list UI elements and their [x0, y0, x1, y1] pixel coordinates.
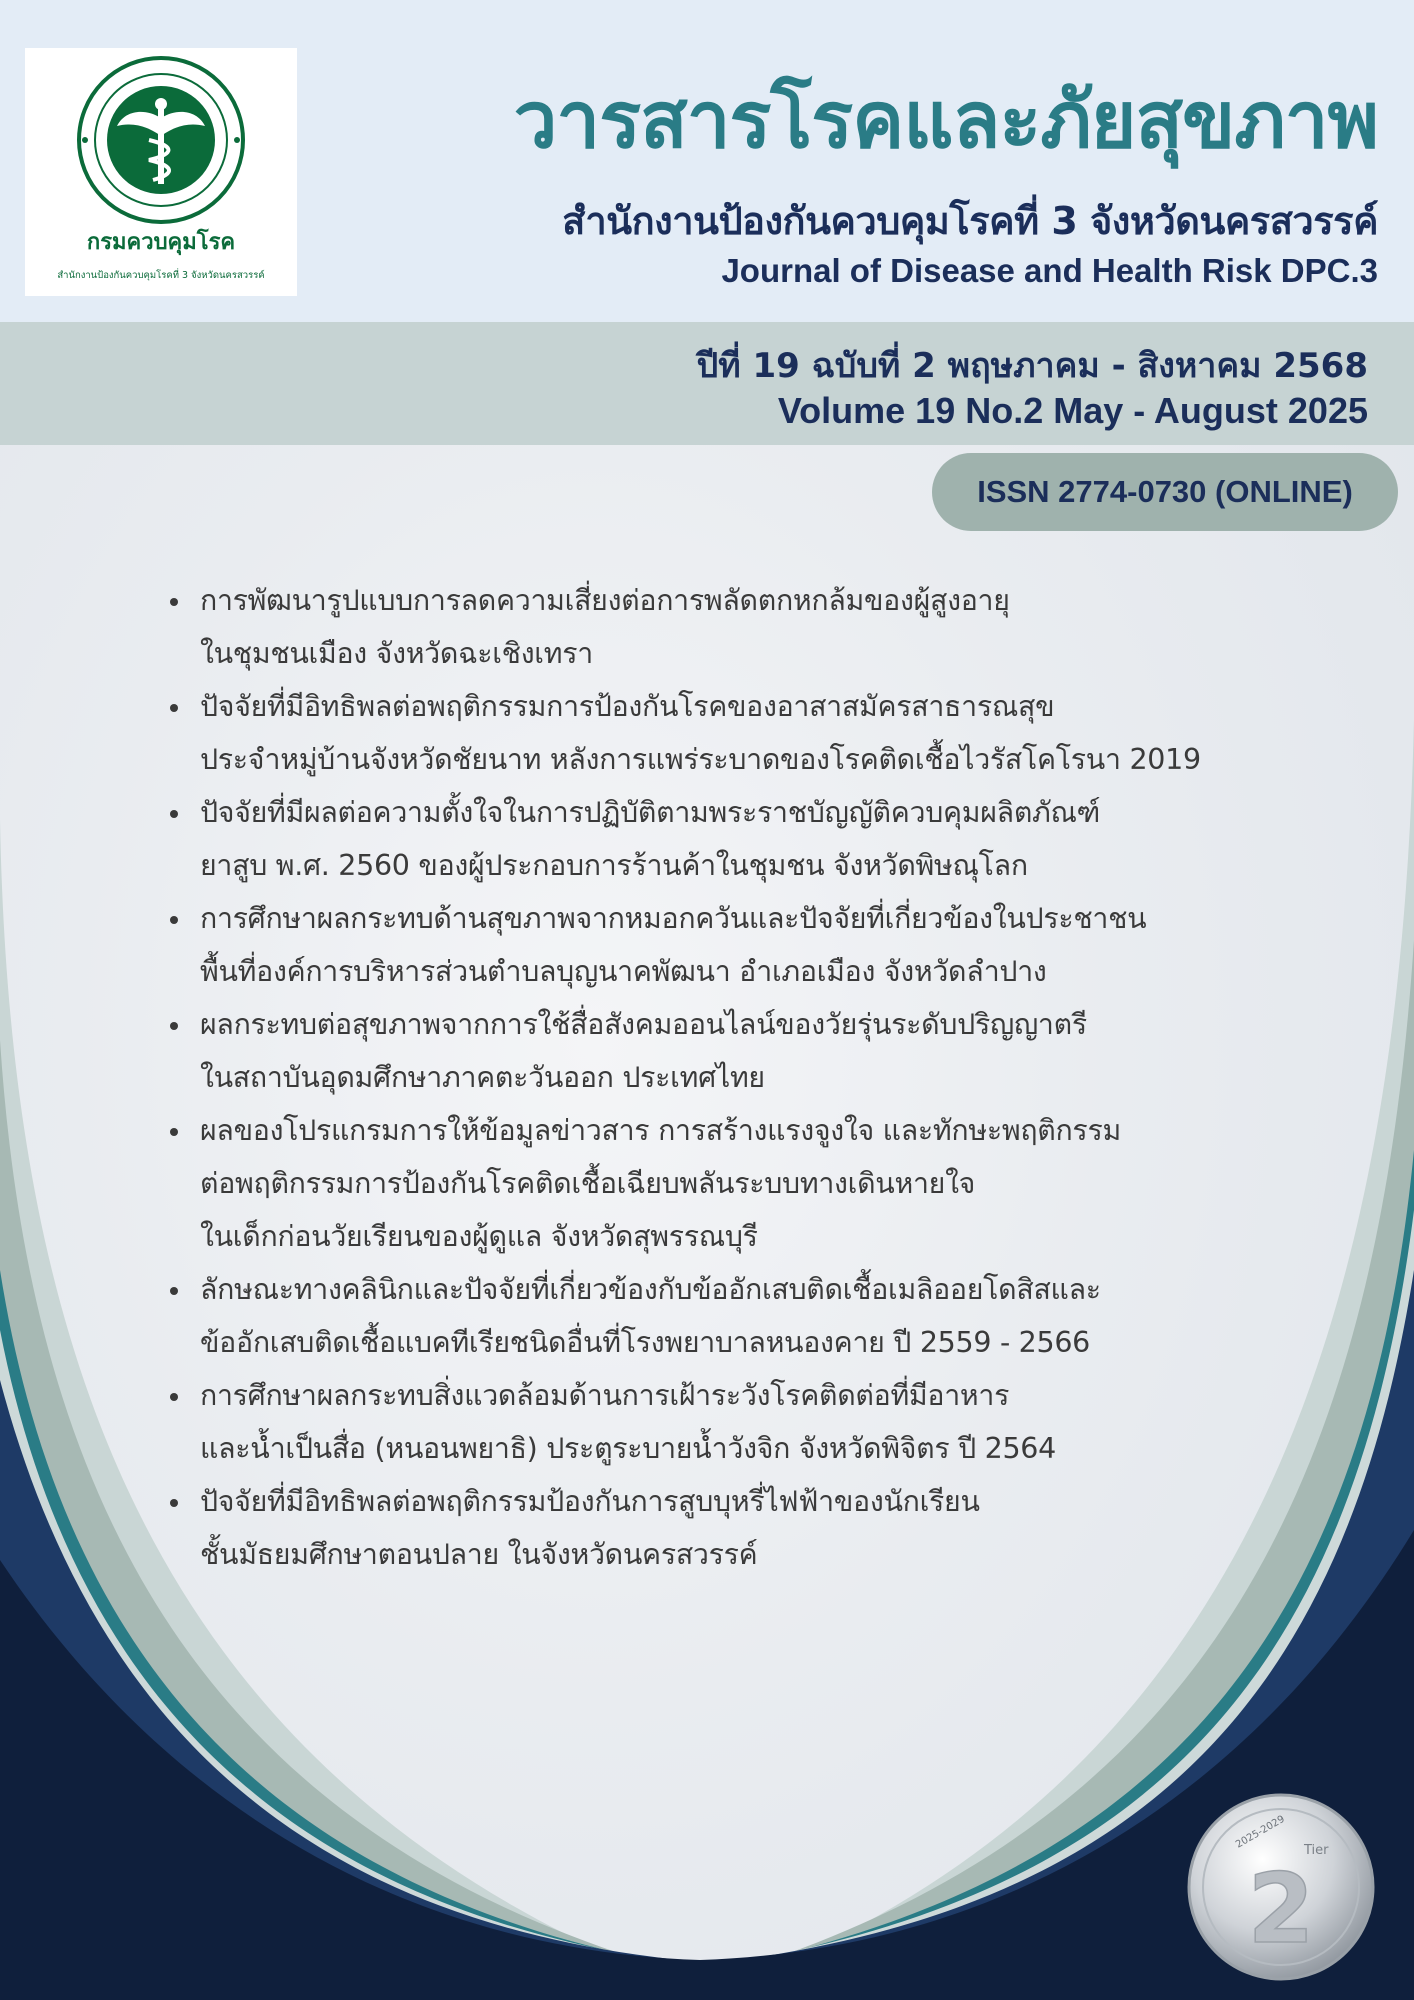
article-title-line: ในสถาบันอุดมศึกษาภาคตะวันออก ประเทศไทย: [200, 1061, 765, 1094]
article-item: [200, 1475, 1350, 1581]
article-title-line: ปัจจัยที่มีผลต่อความตั้งใจในการปฏิบัติตามพระราชบัญญัติควบคุมผลิตภัณฑ์: [200, 796, 1101, 829]
issn-badge: ISSN 2774-0730 (ONLINE): [932, 453, 1398, 531]
badge-tier-label: Tier: [1304, 1843, 1329, 1858]
article-title-line: ผลกระทบต่อสุขภาพจากการใช้สื่อสังคมออนไลน์ของวัยรุ่นระดับปริญญาตรี: [200, 1008, 1087, 1041]
article-title-line: พื้นที่องค์การบริหารส่วนตำบลบุญนาคพัฒนา อำเภอเมือง จังหวัดลำปาง: [200, 955, 1047, 988]
article-title-line: ในเด็กก่อนวัยเรียนของผู้ดูแล จังหวัดสุพรรณบุรี: [200, 1220, 758, 1253]
article-title-line: การศึกษาผลกระทบสิ่งแวดล้อมด้านการเฝ้าระวังโรคติดต่อที่มีอาหาร: [200, 1379, 1010, 1412]
article-title-line: และน้ำเป็นสื่อ (หนอนพยาธิ) ประตูระบายน้ำวังจิก จังหวัดพิจิตร ปี 2564: [200, 1432, 1056, 1465]
journal-title-english: Journal of Disease and Health Risk DPC.3: [721, 252, 1378, 289]
article-title-line: ในชุมชนเมือง จังหวัดฉะเชิงเทรา: [200, 637, 593, 670]
article-item: [200, 1263, 1350, 1369]
article-item: [200, 680, 1350, 786]
badge-years: 2025-2029: [1234, 1813, 1287, 1851]
badge-tier-number: 2: [1247, 1853, 1315, 1965]
article-item: [200, 1104, 1350, 1263]
article-item: [200, 1369, 1350, 1475]
office-name: สำนักงานป้องกันควบคุมโรคที่ 3 จังหวัดนครสวรรค์: [57, 270, 265, 281]
article-title-line: ผลของโปรแกรมการให้ข้อมูลข่าวสาร การสร้างแรงจูงใจ และทักษะพฤติกรรม: [200, 1114, 1121, 1147]
article-title-line: ชั้นมัธยมศึกษาตอนปลาย ในจังหวัดนครสวรรค์: [200, 1538, 758, 1571]
tier-2-seal-icon: [1186, 1792, 1376, 1982]
journal-office-thai: สำนักงานป้องกันควบคุมโรคที่ 3 จังหวัดนครสวรรค์: [562, 199, 1378, 243]
article-title-line: ปัจจัยที่มีอิทธิพลต่อพฤติกรรมป้องกันการสูบบุหรี่ไฟฟ้าของนักเรียน: [200, 1485, 980, 1518]
article-title-line: ลักษณะทางคลินิกและปัจจัยที่เกี่ยวข้องกับข้ออักเสบติดเชื้อเมลิออยโดสิสและ: [200, 1273, 1101, 1306]
article-item: [200, 998, 1350, 1104]
ministry-logo: [25, 48, 297, 296]
issue-info-english: Volume 19 No.2 May - August 2025: [777, 390, 1368, 431]
article-title-line: การพัฒนารูปแบบการลดความเสี่ยงต่อการพลัดตกหกล้มของผู้สูงอายุ: [200, 584, 1010, 617]
article-title-line: ต่อพฤติกรรมการป้องกันโรคติดเชื้อเฉียบพลันระบบทางเดินหายใจ: [200, 1167, 976, 1200]
journal-title-thai: วารสารโรคและภัยสุขภาพ: [513, 76, 1378, 166]
article-title-line: การศึกษาผลกระทบด้านสุขภาพจากหมอกควันและปัจจัยที่เกี่ยวข้องในประชาชน: [200, 902, 1147, 935]
article-item: [200, 574, 1350, 680]
article-item: [200, 892, 1350, 998]
issue-info-thai: ปีที่ 19 ฉบับที่ 2 พฤษภาคม - สิงหาคม 2568: [696, 346, 1368, 386]
article-title-line: ยาสูบ พ.ศ. 2560 ของผู้ประกอบการร้านค้าในชุมชน จังหวัดพิษณุโลก: [200, 849, 1028, 882]
article-list: [200, 574, 1350, 1581]
department-name: กรมควบคุมโรค: [86, 230, 236, 255]
article-item: [200, 786, 1350, 892]
article-title-line: ข้ออักเสบติดเชื้อแบคทีเรียชนิดอื่นที่โรงพยาบาลหนองคาย ปี 2559 - 2566: [200, 1326, 1091, 1359]
article-title-line: ประจำหมู่บ้านจังหวัดชัยนาท หลังการแพร่ระบาดของโรคติดเชื้อไวรัสโคโรนา 2019: [200, 743, 1201, 776]
article-title-line: ปัจจัยที่มีอิทธิพลต่อพฤติกรรมการป้องกันโรคของอาสาสมัครสาธารณสุข: [200, 690, 1055, 723]
